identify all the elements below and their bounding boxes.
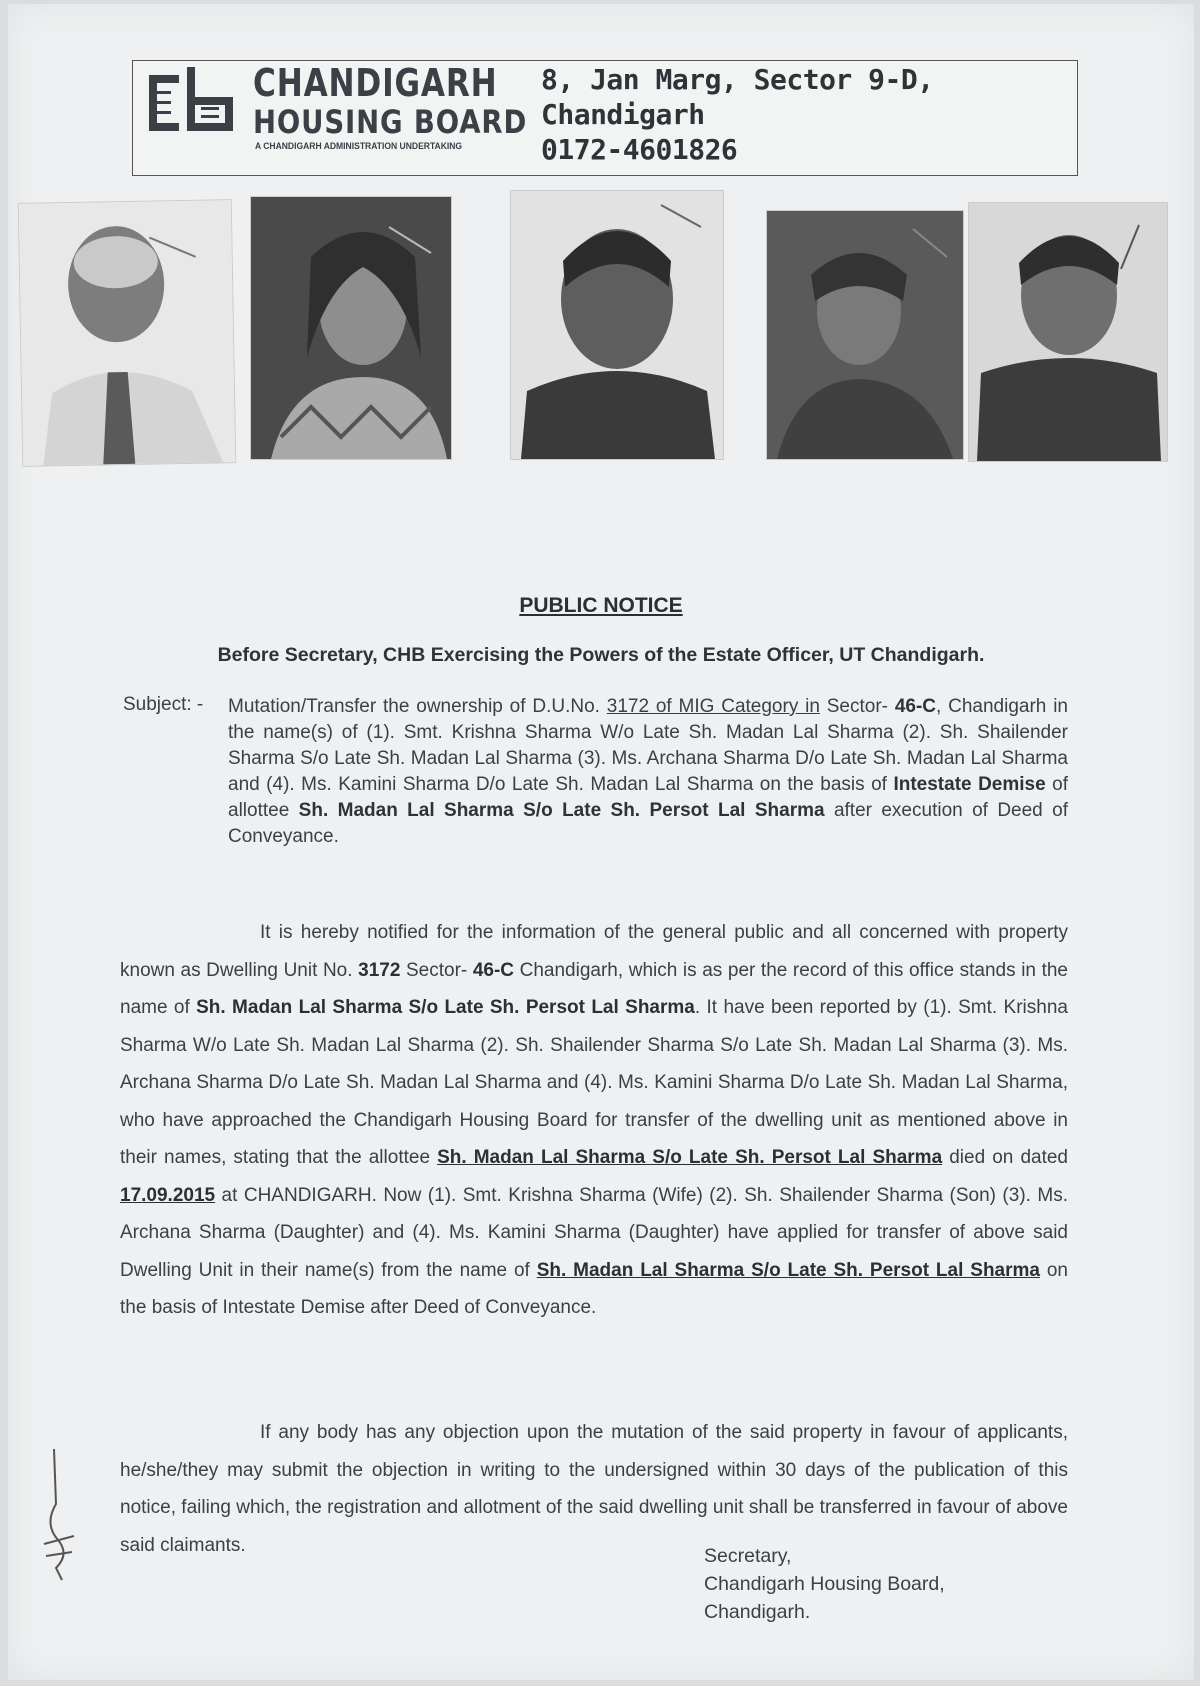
notice-paragraph-1: It is hereby notified for the information of the general public and all concerned with property known as Dwelling Unit No. 3172 Sector- 46-C Chandigarh, which is as per the record of this office stands in the name of Sh. Madan Lal Sharma S/o Late Sh. Persot Lal Sharma. It have been reported by (1). Smt. Krishna Sharma W/o Late Sh. Madan Lal Sharma (2). Sh. Shailender Sharma S/o Late Sh. Madan Lal Sharma (3). Ms. Archana Sharma D/o Late Sh. Madan Lal Sharma and (4). Ms. Kamini Sharma D/o Late Sh. Madan Lal Sharma, who have approached the Chandigarh Housing Board for transfer of the dwelling unit as mentioned above in their names, stating that the allottee Sh. Madan Lal Sharma S/o Late Sh. Persot Lal Sharma died on dated 17.09.2015 at CHANDIGARH. Now (1). Smt. Krishna Sharma (Wife) (2). Sh. Shailender Sharma (Son) (3). Ms. Archana Sharma (Daughter) and (4). Ms. Kamini Sharma (Daughter) have applied for transfer of above said Dwelling Unit in their name(s) from the name of Sh. Madan Lal Sharma S/o Late Sh. Persot Lal Sharma on the basis of Intestate Demise after Deed of Conveyance. [120, 922, 1068, 1318]
photo-2 [250, 196, 452, 460]
portrait-man-icon [19, 200, 236, 466]
subject-text: Mutation/Transfer the ownership of D.U.No. 3172 of MIG Category in Sector- 46-C, Chandigarh in the name(s) of (1). Smt. Krishna Sharma W/o Late Sh. Madan Lal Sharma (2). Sh. Shailender Sharma S/o Late Sh. Madan Lal Sharma (3). Ms. Archana Sharma D/o Late Sh. Madan Lal Sharma and (4). Ms. Kamini Sharma D/o Late Sh. Madan Lal Sharma on the basis of Intestate Demise of allottee Sh. Madan Lal Sharma S/o Late Sh. Persot Lal Sharma after execution of Deed of Conveyance. [228, 696, 1069, 847]
brand-tagline: A CHANDIGARH ADMINISTRATION UNDERTAKING [255, 141, 463, 152]
signatory-org: Chandigarh Housing Board, [704, 1573, 945, 1595]
portrait-woman-icon [251, 197, 451, 459]
brand-name: CHANDIGARH [253, 61, 498, 105]
signatory-place: Chandigarh. [704, 1601, 811, 1623]
address-line-1: 8, Jan Marg, Sector 9-D, [541, 63, 934, 96]
portrait-woman-icon [767, 211, 963, 459]
photo-3 [510, 190, 724, 460]
notice-title: PUBLIC NOTICE [519, 594, 683, 617]
notice-page [8, 4, 1194, 1680]
chb-logo-icon [147, 67, 237, 137]
address-line-2: Chandigarh [541, 98, 705, 131]
photo-1 [18, 199, 237, 467]
photo-5 [968, 202, 1168, 462]
brand-name-line2: HOUSING BOARD [253, 103, 528, 141]
margin-signature-icon [34, 1444, 84, 1584]
letterhead [132, 60, 1078, 176]
signatory-title: Secretary, [704, 1545, 792, 1567]
subject-label: Subject: - [123, 694, 204, 715]
photo-4 [766, 210, 964, 460]
portrait-woman-icon [969, 203, 1167, 461]
phone-number: 0172-4601826 [541, 133, 738, 166]
notice-authority: Before Secretary, CHB Exercising the Powers of the Estate Officer, UT Chandigarh. [217, 644, 985, 666]
portrait-man-icon [511, 191, 723, 459]
signature-block [704, 1542, 945, 1626]
notice-paragraph-2: If any body has any objection upon the mutation of the said property in favour of applicants, he/she/they may submit the objection in writing to the undersigned within 30 days of the publication of this notice, failing which, the registration and allotment of the said dwelling unit shall be transferred in favour of above said claimants. [120, 1422, 1068, 1556]
